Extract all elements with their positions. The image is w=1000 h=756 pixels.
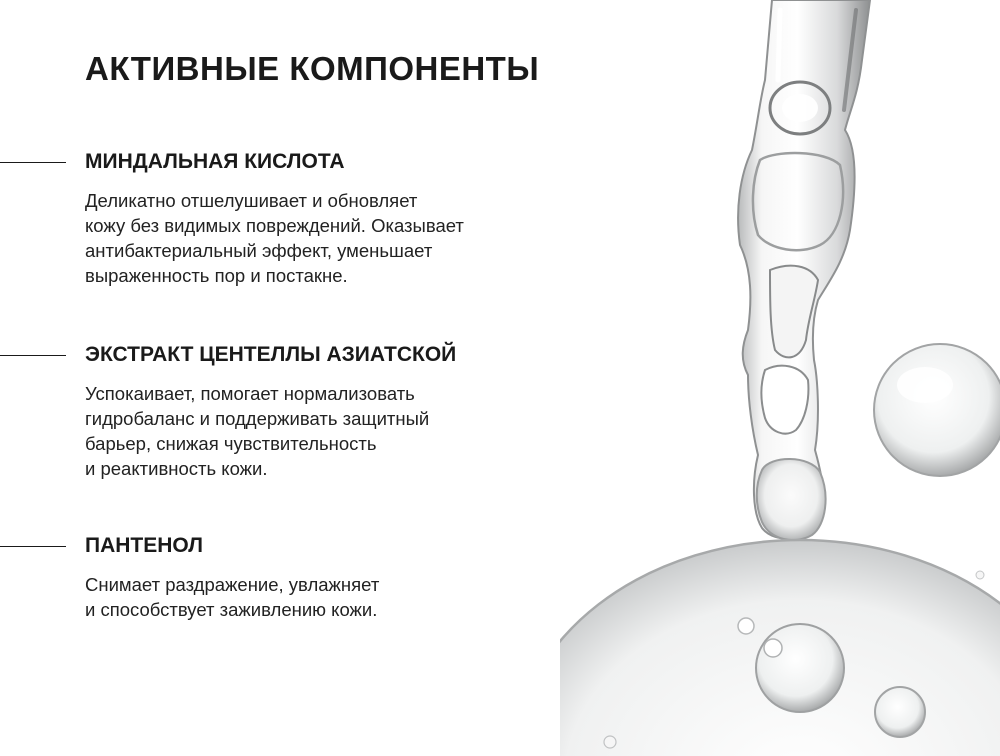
- component-heading: ЭКСТРАКТ ЦЕНТЕЛЛЫ АЗИАТСКОЙ: [85, 343, 457, 366]
- description-line: Деликатно отшелушивает и обновляет: [85, 190, 418, 211]
- section-divider-line: [0, 355, 66, 356]
- component-description: [85, 572, 555, 622]
- large-droplet: [560, 540, 1000, 756]
- description-line: Снимает раздражение, увлажняет: [85, 574, 380, 595]
- description-line: кожу без видимых повреждений. Оказывает: [85, 215, 464, 236]
- dropper-pipette: [738, 0, 870, 540]
- section-divider-line: [0, 162, 66, 163]
- serum-dropper-illustration: [560, 0, 1000, 756]
- component-heading: ПАНТЕНОЛ: [85, 534, 203, 557]
- description-line: и реактивность кожи.: [85, 458, 268, 479]
- component-description: [85, 381, 555, 481]
- description-line: выраженность пор и постакне.: [85, 265, 348, 286]
- description-line: Успокаивает, помогает нормализовать: [85, 383, 415, 404]
- component-description: [85, 188, 555, 288]
- description-line: барьер, снижая чувствительность: [85, 433, 377, 454]
- description-line: и способствует заживлению кожи.: [85, 599, 378, 620]
- page-title: АКТИВНЫЕ КОМПОНЕНТЫ: [85, 50, 540, 87]
- component-heading: МИНДАЛЬНАЯ КИСЛОТА: [85, 150, 345, 173]
- section-divider-line: [0, 546, 66, 547]
- floating-droplet: [874, 344, 1000, 476]
- description-line: гидробаланс и поддерживать защитный: [85, 408, 430, 429]
- description-line: антибактериальный эффект, уменьшает: [85, 240, 433, 261]
